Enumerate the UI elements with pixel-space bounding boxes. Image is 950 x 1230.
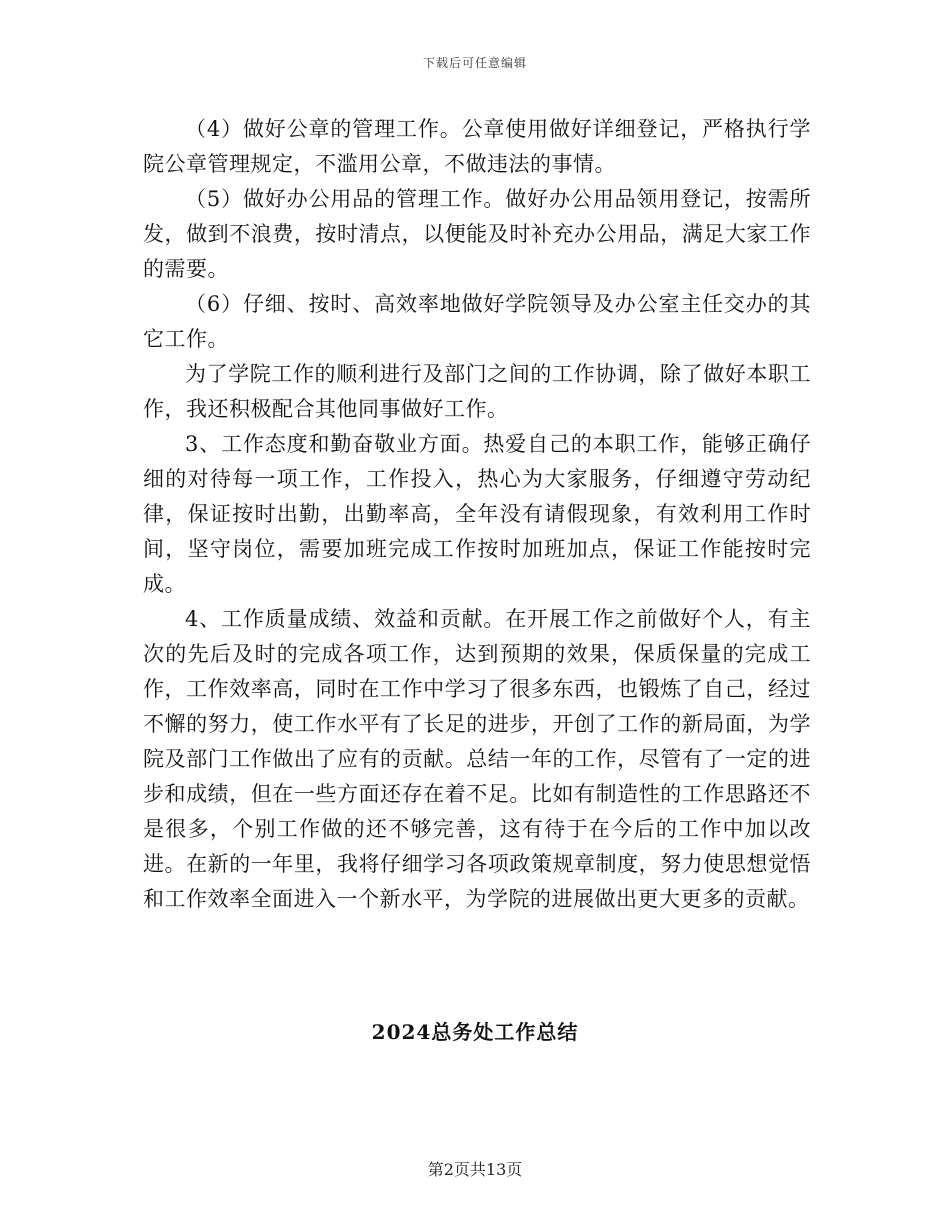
paragraph-office-supplies: （5）做好办公用品的管理工作。做好办公用品领用登记，按需所发，做到不浪费，按时清点，以便能及时补充办公用品，满足大家工作的需要。 [143,187,811,281]
page-header-note: 下载后可任意编辑 [422,56,527,70]
page-number: 第2页共13页 [427,1160,523,1179]
section-title: 2024总务处工作总结 [371,1020,579,1044]
paragraph-assigned-tasks: （6）仔细、按时、高效率地做好学院领导及办公室主任交办的其它工作。 [143,292,811,351]
document-body [143,112,811,917]
paragraph-cooperation: 为了学院工作的顺利进行及部门之间的工作协调，除了做好本职工作，我还积极配合其他同事做好工作。 [143,362,811,421]
paragraph-work-attitude: 3、工作态度和勤奋敬业方面。热爱自己的本职工作，能够正确仔细的对待每一项工作，工作投入，热心为大家服务，仔细遵守劳动纪律，保证按时出勤，出勤率高，全年没有请假现象，有效利用工作时间，坚守岗位，需要加班完成工作按时加班加点，保证工作能按时完成。 [143,432,811,596]
paragraph-seal-management: （4）做好公章的管理工作。公章使用做好详细登记，严格执行学院公章管理规定，不滥用公章，不做违法的事情。 [143,117,811,176]
paragraph-work-quality: 4、工作质量成绩、效益和贡献。在开展工作之前做好个人，有主次的先后及时的完成各项工作，达到预期的效果，保质保量的完成工作，工作效率高，同时在工作中学习了很多东西，也锻炼了自己，经过不懈的努力，使工作水平有了长足的进步，开创了工作的新局面，为学院及部门工作做出了应有的贡献。总结一年的工作，尽管有了一定的进步和成绩，但在一些方面还存在着不足。比如有制造性的工作思路还不是很多，个别工作做的还不够完善，这有待于在今后的工作中加以改进。在新的一年里，我将仔细学习各项政策规章制度，努力使思想觉悟和工作效率全面进入一个新水平，为学院的进展做出更大更多的贡献。 [143,607,811,911]
